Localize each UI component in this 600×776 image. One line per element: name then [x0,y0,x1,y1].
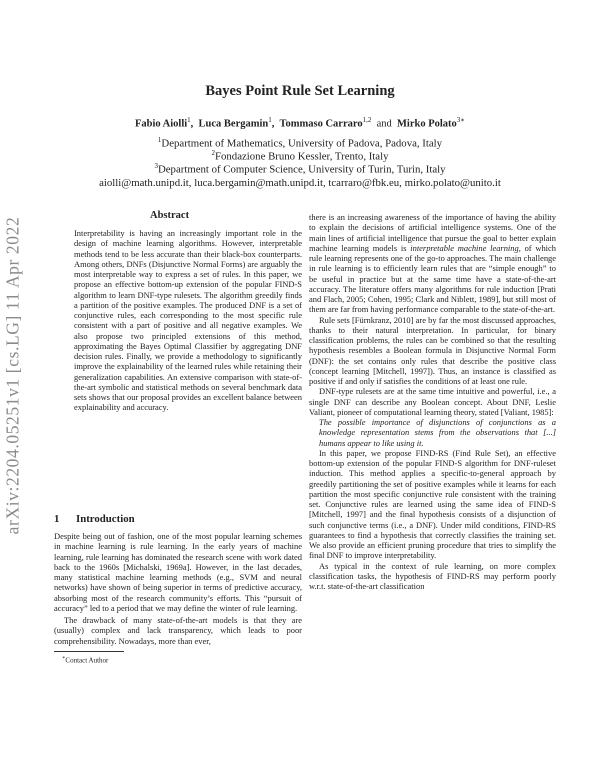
affiliation-text: Department of Mathematics, University of Padova, Padova, Italy [161,137,443,150]
affiliation-text: Department of Computer Science, University of Turin, Turin, Italy [157,163,446,176]
affiliation [0,136,600,150]
author-affil-mark: 1 [268,116,272,124]
author-affil-mark: 3∗ [456,116,466,124]
footnote-rule [54,651,124,652]
affiliation-mark: 2 [211,149,215,157]
body-paragraph: As typical in the context of rule learning, on more complex classification tasks, the hypothesis of FIND-RS may perform poorly w.r.t. state-of-the-art classification [309,560,556,591]
author-conjunction: and [376,118,392,130]
section-number: 1 [54,513,60,525]
author-name: Luca Bergamin [198,118,269,130]
paragraph-text: there is an increasing awareness of the importance of having the ability to explain the decisions of artificial intelligence systems. One of the main lines of artificial intelligence that pursue the goal to better explain machine learning models is [309,212,556,253]
affiliation-mark: 1 [157,136,162,144]
author-affil-mark: 1,2 [362,116,372,124]
right-column [309,212,556,591]
body-paragraph: DNF-type rulesets are at the same time intuitive and powerful, i.e., a single DNF can describe any Boolean concept. About DNF, Leslie Valiant, pioneer of computational learning theory, stated [Valiant, 1985]: [309,386,556,417]
affiliation [0,162,600,176]
paper-title: Bayes Point Rule Set Learning [205,83,395,99]
author-list: Fabio Aiolli$^1$, Luca Bergamin$^1$, Tommaso Carraro$^{1,2}$ and Mirko Polato$^{3∗}$ [134,116,466,130]
section-heading [54,513,135,525]
body-paragraph: Rule sets [Fürnkranz, 2010] are by far the most discussed approaches, thanks to their natural interpretation. In particular, for binary classification problems, the rules can be combined so that the resulting hypothesis resembles a Boolean formula in Disjunctive Normal Form (DNF): the set contains only rules that describe the positive class (concept learning [Mitchell, 1997]). Thus, an instance is classified as positive if and only if satisfies the conditions of at least one rule. [309,314,556,386]
author-emails: aiolli@math.unipd.it, luca.bergamin@math.unipd.it, tcarraro@fbk.eu, mirko.polato@unito.it [99,177,501,189]
arxiv-stamp [2,190,24,560]
footnote-text: Contact Author [65,656,109,665]
abstract-body [74,228,302,413]
abstract-heading: Abstract [150,210,190,221]
paragraph-text: , of which rule learning represents one of the go-to approaches. The main challenge in rule learning is to efficiently learn rules that are “simple enough” to be useful in practice but at the same time have a state-of-the-art accuracy. The literature offers many algorithms for rule induction [Prati and Flach, 2005; Cohen, 1995; Clark and Niblett, 1989], but still most of them are far from having performance comparable to the state-of-the-art. [309,242,556,315]
body-paragraph [309,212,556,315]
body-paragraph: The drawback of many state-of-the-art models is that they are (usually) complex and lack transparency, which leads to poor comprehensibility. Nowadays, more than ever, [54,615,302,646]
arxiv-stamp-text: arXiv:2204.05251v1 [cs.LG] 11 Apr 2022 [2,216,23,534]
affiliation [0,149,600,163]
author-affil-mark: 1 [187,116,191,124]
block-quote: The possible importance of disjunctions of conjunctions as a knowledge representation stems from the observations that [...] humans appear to like using it. [319,417,556,448]
affiliation-text: Fondazione Bruno Kessler, Trento, Italy [215,150,389,163]
body-paragraph: Despite being out of fashion, one of the most popular learning schemes in machine learning is rule learning. In the early years of machine learning, rule learning has dominated the research scene with work dated back to the 1960s [Michalski, 1969a]. However, in the last decades, many statistical machine learning methods (e.g., SVM and neural networks) have shown of being superior in terms of predictive accuracy, absorbing most of the research community’s efforts. This “pursuit of accuracy” led to a period that we may define the winter of rule learning. [54,531,302,613]
abstract-paragraph: Interpretability is having an increasingly important role in the design of machine learning algorithms. However, interpretable methods tend to be less accurate than their black-box counterparts. Among others, DNFs (Disjunctive Normal Forms) are arguably the most interpretable way to express a set of rules. In this paper, we propose an effective bottom-up extension of the popular FIND-S algorithm to learn DNF-type rulesets. The algorithm greedily finds a partition of the positive examples. The produced DNF is a set of conjunctive rules, each corresponding to the most specific rule consistent with a part of positive and all negative examples. We also propose two principled extensions of this method, approximating the Bayes Optimal Classifier by aggregating DNF decision rules. Finally, we provide a methodology to significantly improve the explainability of the learned rules while retaining their generalization capabilities. An extensive comparison with state-of-the-art symbolic and statistical methods on several benchmark data sets shows that our proposal provides an excellent balance between explainability and accuracy. [74,228,302,413]
affiliation-mark: 3 [154,162,158,170]
body-paragraph: In this paper, we propose FIND-RS (Find Rule Set), an effective bottom-up extension of the popular FIND-S algorithm for DNF-ruleset induction. This method applies a specific-to-general approach by greedily partitioning the set of positive examples while it learns for each partition the most specific conjunctive rule consistent with the training set. Conjunctive rules are learned using the same idea of FIND-S [Mitchell, 1997] and the final hypothesis consists of a disjunction of such conjunctive terms (i.e., a DNF). Under mild conditions, FIND-RS guarantees to find a hypothesis that correctly classifies the training set. We also provide an efficient pruning procedure that tries to simplify the final DNF to improve interpretability. [309,447,556,561]
author-name: Mirko Polato [397,118,457,130]
author-name: Tommaso Carraro [279,118,363,130]
section-title: Introduction [76,513,135,525]
footnote [62,655,108,664]
intro-column [54,531,302,646]
footnote-mark: ∗ [62,656,66,661]
author-name: Fabio Aiolli [134,118,188,130]
emphasis-text: interpretable machine learning [410,242,519,253]
